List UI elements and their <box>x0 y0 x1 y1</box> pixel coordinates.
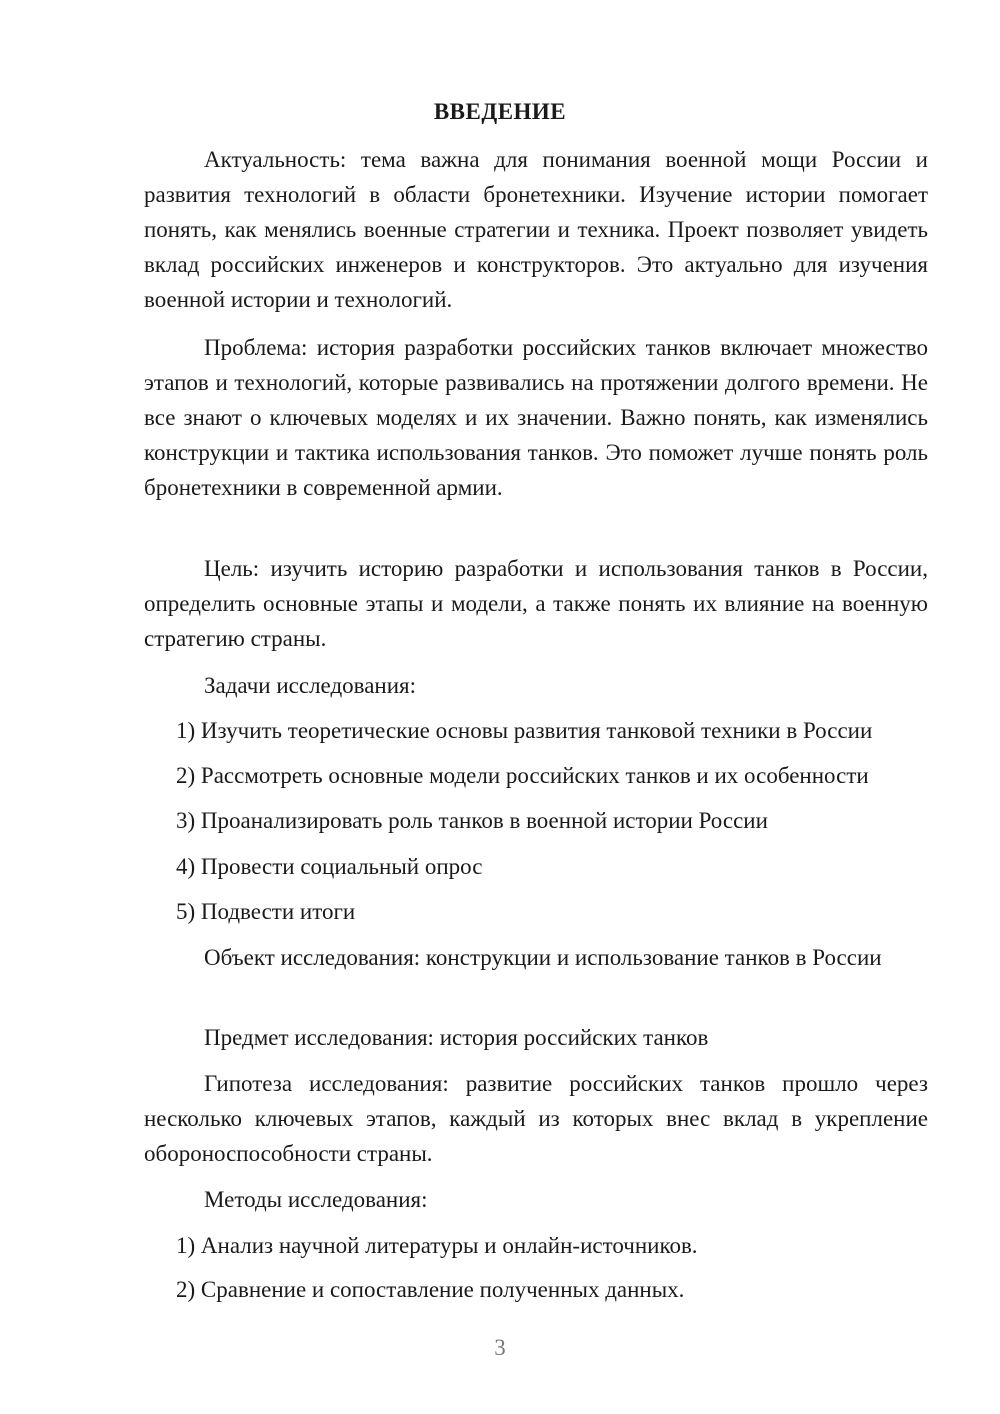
relevance-paragraph: Актуальность: тема важна для понимания военной мощи России и развития технологий в области бронетехники. Изучение истории помогает понять, как менялись военные стратегии и техника. Проект позволяет увидеть вклад российских инженеров и конструкторов. Это актуально для изучения военной истории и технологий. <box>144 147 928 312</box>
goal-paragraph: Цель: изучить историю разработки и использования танков в России, определить основные этапы и модели, а также понять их влияние на военную стратегию страны. <box>144 556 928 651</box>
task-item: 1) Изучить теоретические основы развития танковой техники в России <box>176 718 873 743</box>
object-paragraph: Объект исследования: конструкции и использование танков в России <box>204 945 882 970</box>
task-item: 2) Рассмотреть основные модели российских танков и их особенности <box>176 763 869 788</box>
subject-paragraph: Предмет исследования: история российских танков <box>204 1025 709 1050</box>
tasks-heading: Задачи исследования: <box>204 673 417 698</box>
page-number: 3 <box>494 1335 506 1360</box>
task-item: 5) Подвести итоги <box>176 899 356 924</box>
task-item: 3) Проанализировать роль танков в военной истории России <box>176 808 768 833</box>
hypothesis-paragraph: Гипотеза исследования: развитие российских танков прошло через несколько ключевых этапов, каждый из которых внес вклад в укрепление обороноспособности страны. <box>144 1071 928 1166</box>
task-item: 4) Провести социальный опрос <box>176 854 483 879</box>
problem-paragraph: Проблема: история разработки российских танков включает множество этапов и технологий, которые развивались на протяжении долгого времени. Не все знают о ключевых моделях и их значении. Важно понять, как изменялись конструкции и тактика использования танков. Это поможет лучше понять роль бронетехники в современной армии. <box>144 335 928 500</box>
methods-heading: Методы исследования: <box>204 1187 428 1212</box>
method-item: 2) Сравнение и сопоставление полученных данных. <box>176 1277 685 1302</box>
method-item: 1) Анализ научной литературы и онлайн-источников. <box>176 1233 698 1258</box>
page-title: ВВЕДЕНИЕ <box>433 99 567 124</box>
